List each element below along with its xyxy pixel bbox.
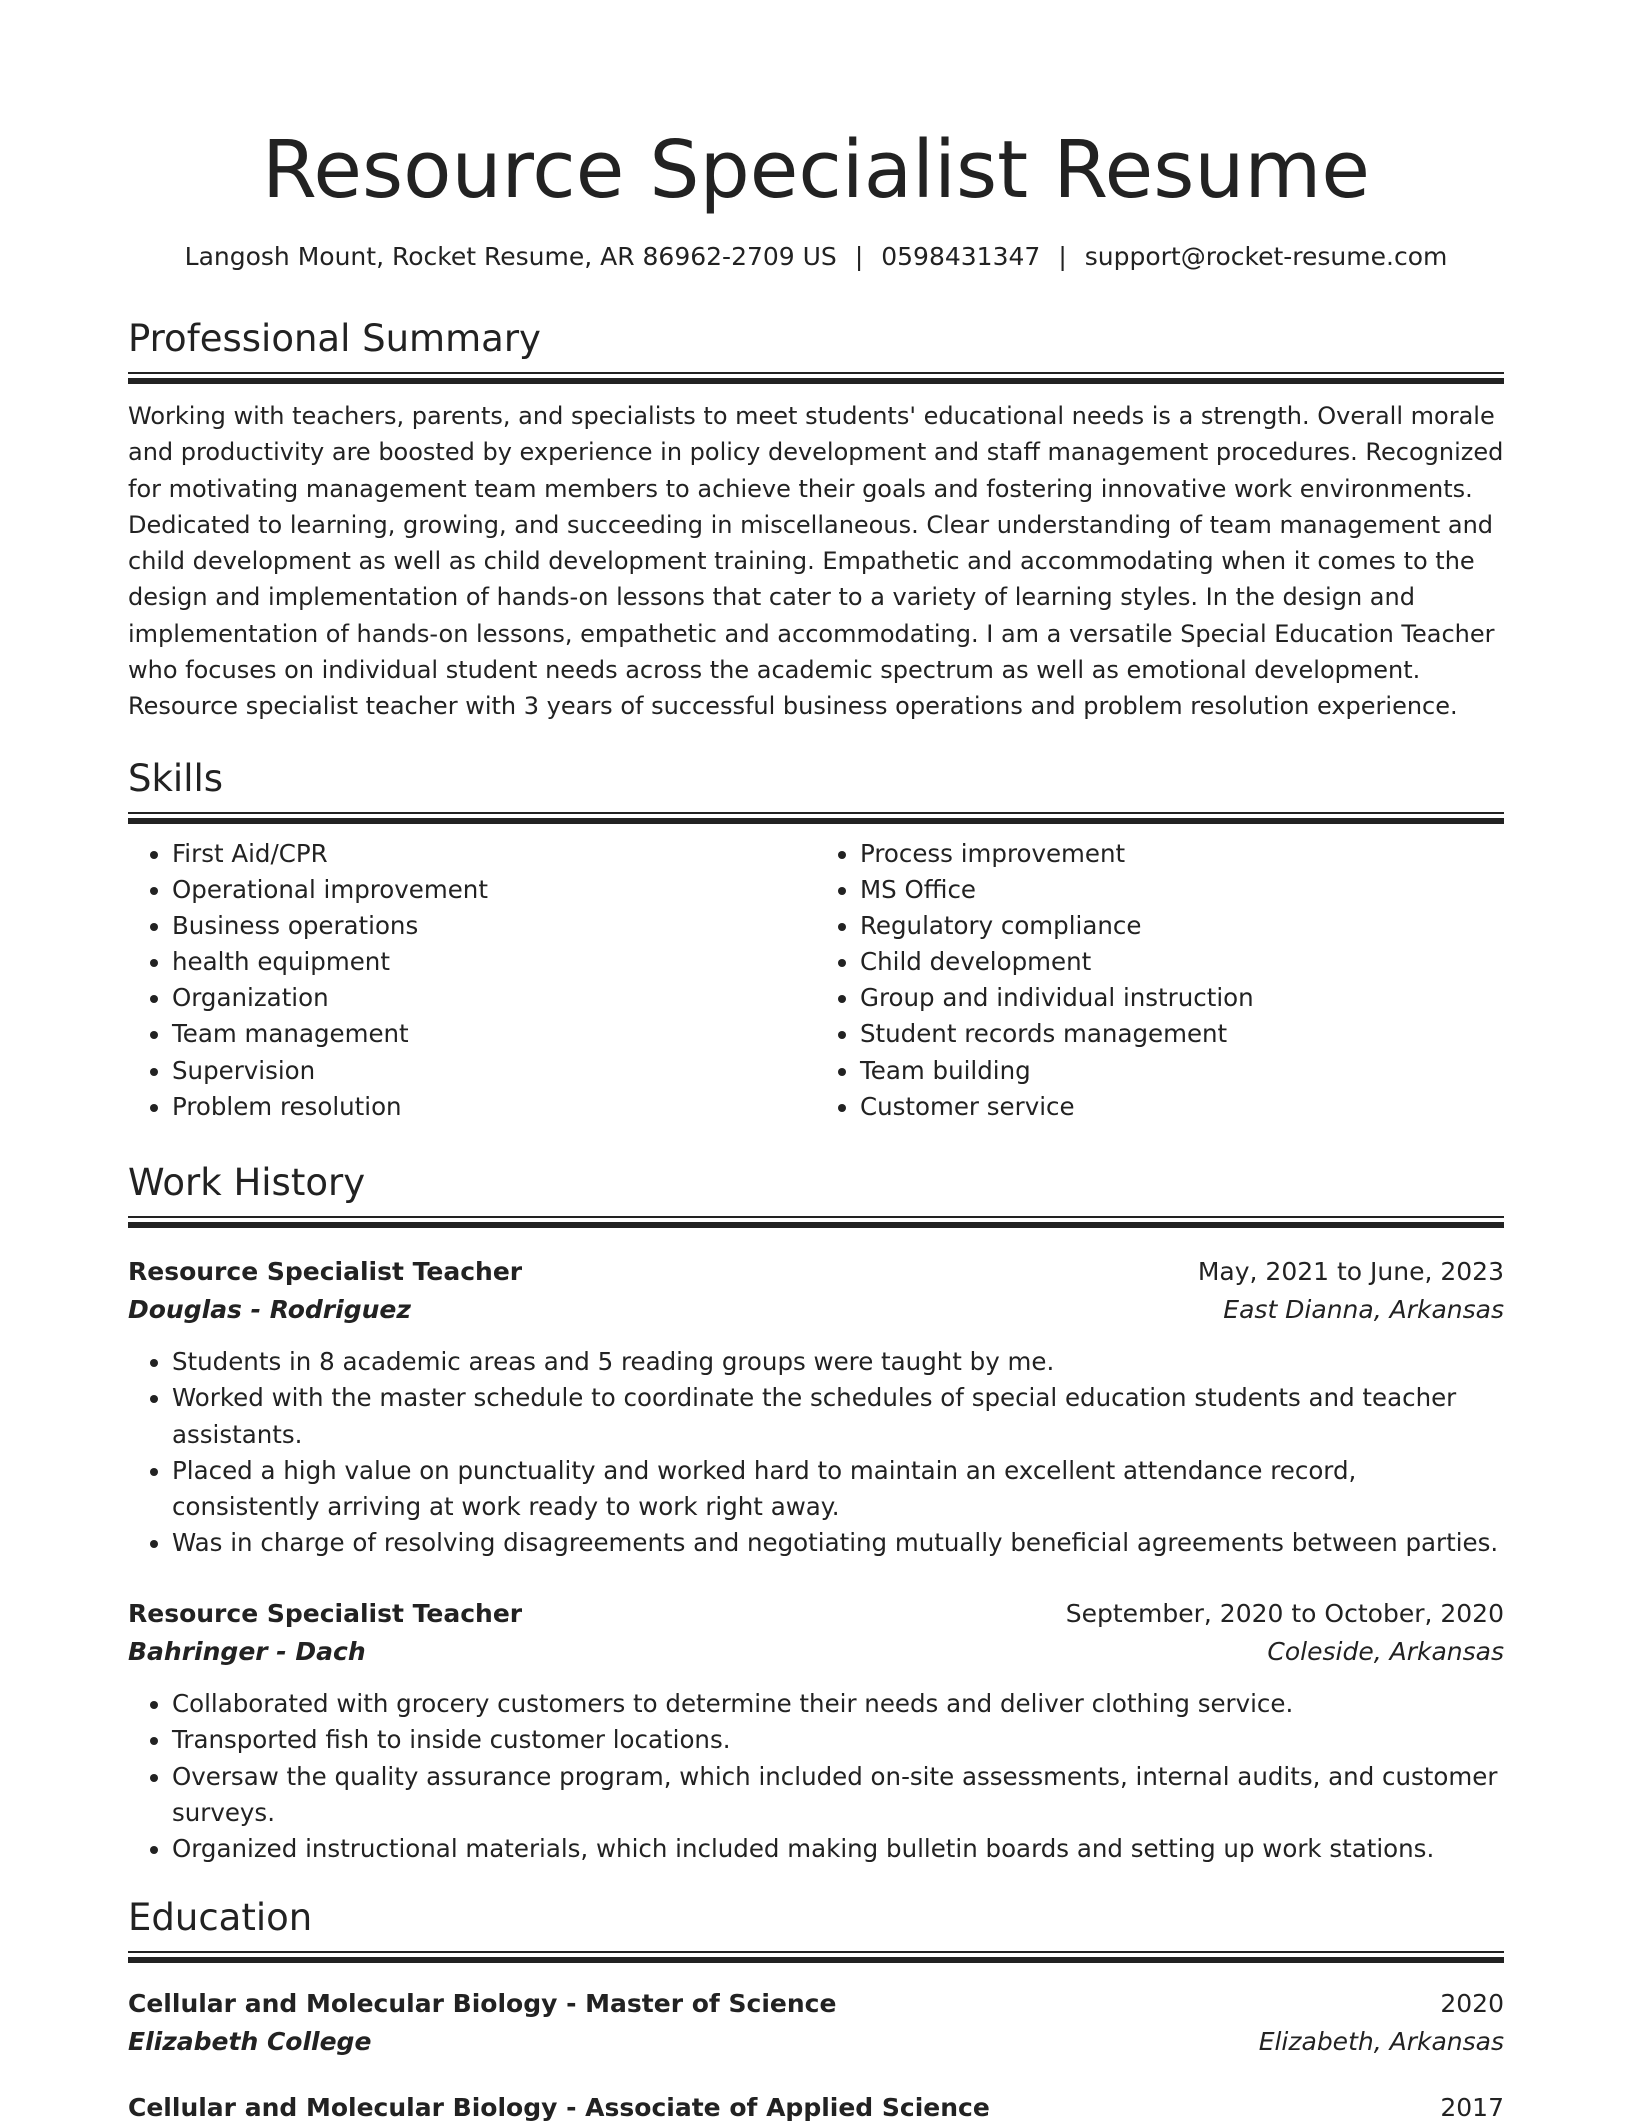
degree-year: 2020 — [1440, 1989, 1504, 2018]
job-location: East Dianna, Arkansas — [1223, 1295, 1504, 1324]
skill-item: • MS Office — [860, 872, 1504, 908]
degree-year: 2017 — [1440, 2093, 1504, 2122]
job-location: Coleside, Arkansas — [1267, 1637, 1504, 1666]
skill-item: • Operational improvement — [172, 872, 816, 908]
skills-left-list — [128, 836, 816, 1125]
skill-item: • Team management — [172, 1016, 816, 1052]
skill-item: • Supervision — [172, 1053, 816, 1089]
education-heading: Education — [128, 1896, 313, 1939]
education-section — [128, 1895, 1504, 1963]
section-divider — [128, 372, 1504, 384]
job-title: Resource Specialist Teacher — [128, 1599, 523, 1628]
skill-item: • Team building — [860, 1053, 1504, 1089]
section-divider — [128, 812, 1504, 824]
job-bullet-list — [128, 1344, 1504, 1562]
job-entry — [128, 1254, 1504, 1562]
job-dates: September, 2020 to October, 2020 — [1065, 1599, 1504, 1628]
skills-heading: Skills — [128, 757, 224, 800]
job-bullet: • Collaborated with grocery customers to determine their needs and deliver clothing service. — [172, 1686, 1504, 1722]
job-bullet: • Placed a high value on punctuality and worked hard to maintain an excellent attendance record, consistently arriving at work ready to work right away. — [172, 1453, 1504, 1526]
degree-title: Cellular and Molecular Biology - Master of Science — [128, 1989, 837, 2018]
skill-item: • Process improvement — [860, 836, 1504, 872]
skill-item: • Regulatory compliance — [860, 908, 1504, 944]
skills-section — [128, 756, 1504, 1125]
contact-separator: | — [1058, 242, 1067, 271]
job-bullet: • Worked with the master schedule to coordinate the schedules of special education students and teacher assistants. — [172, 1380, 1504, 1453]
summary-heading: Professional Summary — [128, 317, 541, 360]
summary-section — [128, 316, 1504, 749]
skill-item: • Student records management — [860, 1016, 1504, 1052]
school-location: Elizabeth, Arkansas — [1258, 2027, 1504, 2056]
contact-phone: 0598431347 — [881, 242, 1041, 271]
skill-item: • Problem resolution — [172, 1089, 816, 1125]
degree-title: Cellular and Molecular Biology - Associate of Applied Science — [128, 2093, 990, 2122]
job-entry — [128, 1596, 1504, 1867]
skill-item: • First Aid/CPR — [172, 836, 816, 872]
job-bullet: • Students in 8 academic areas and 5 reading groups were taught by me. — [172, 1344, 1504, 1380]
contact-address: Langosh Mount, Rocket Resume, AR 86962-2709 US — [184, 242, 837, 271]
skill-item: • Business operations — [172, 908, 816, 944]
job-bullet: • Organized instructional materials, which included making bulletin boards and setting up work stations. — [172, 1831, 1504, 1867]
contact-email: support@rocket-resume.com — [1084, 242, 1448, 271]
job-bullet: • Transported fish to inside customer locations. — [172, 1722, 1504, 1758]
skill-item: • Child development — [860, 944, 1504, 980]
work-history-heading: Work History — [128, 1161, 366, 1204]
section-divider — [128, 1951, 1504, 1963]
school-name: Elizabeth College — [128, 2027, 372, 2056]
skills-columns — [128, 836, 1504, 1125]
job-dates: May, 2021 to June, 2023 — [1197, 1257, 1504, 1286]
job-bullet-list — [128, 1686, 1504, 1867]
skill-item: • Customer service — [860, 1089, 1504, 1125]
job-title: Resource Specialist Teacher — [128, 1257, 523, 1286]
skill-item: • health equipment — [172, 944, 816, 980]
education-entry — [128, 1986, 1504, 2062]
job-bullet: • Oversaw the quality assurance program, which included on-site assessments, internal audits, and customer surveys. — [172, 1759, 1504, 1832]
job-company: Bahringer - Dach — [128, 1637, 366, 1666]
resume-title: Resource Specialist Resume — [262, 124, 1370, 216]
education-entry — [128, 2090, 1504, 2126]
job-bullet: • Was in charge of resolving disagreements and negotiating mutually beneficial agreements between parties. — [172, 1525, 1504, 1561]
resume-page — [128, 0, 1504, 2122]
work-history-section — [128, 1160, 1504, 1228]
skill-item: • Group and individual instruction — [860, 980, 1504, 1016]
contact-line — [128, 240, 1504, 274]
section-divider — [128, 1216, 1504, 1228]
skills-right-list — [816, 836, 1504, 1125]
job-company: Douglas - Rodriguez — [128, 1295, 411, 1324]
summary-text: Working with teachers, parents, and specialists to meet students' educational needs is a strength. Overall morale and productivity are boosted by experience in policy development and staff management procedures. Recognized for motivating management team members to achieve their goals and fostering innovative work environments. Dedicated to learning, growing, and succeeding in miscellaneous. Clear understanding of team management and child development as well as child development training. Empathetic and accommodating when it comes to the design and implementation of hands-on lessons that cater to a variety of learning styles. In the design and implementation of hands-on lessons, empathetic and accommodating. I am a versatile Special Education Teacher who focuses on individual student needs across the academic spectrum as well as emotional development. Resource specialist teacher with 3 years of successful business operations and problem resolution experience. — [128, 402, 1504, 721]
skill-item: • Organization — [172, 980, 816, 1016]
contact-separator: | — [854, 242, 864, 271]
